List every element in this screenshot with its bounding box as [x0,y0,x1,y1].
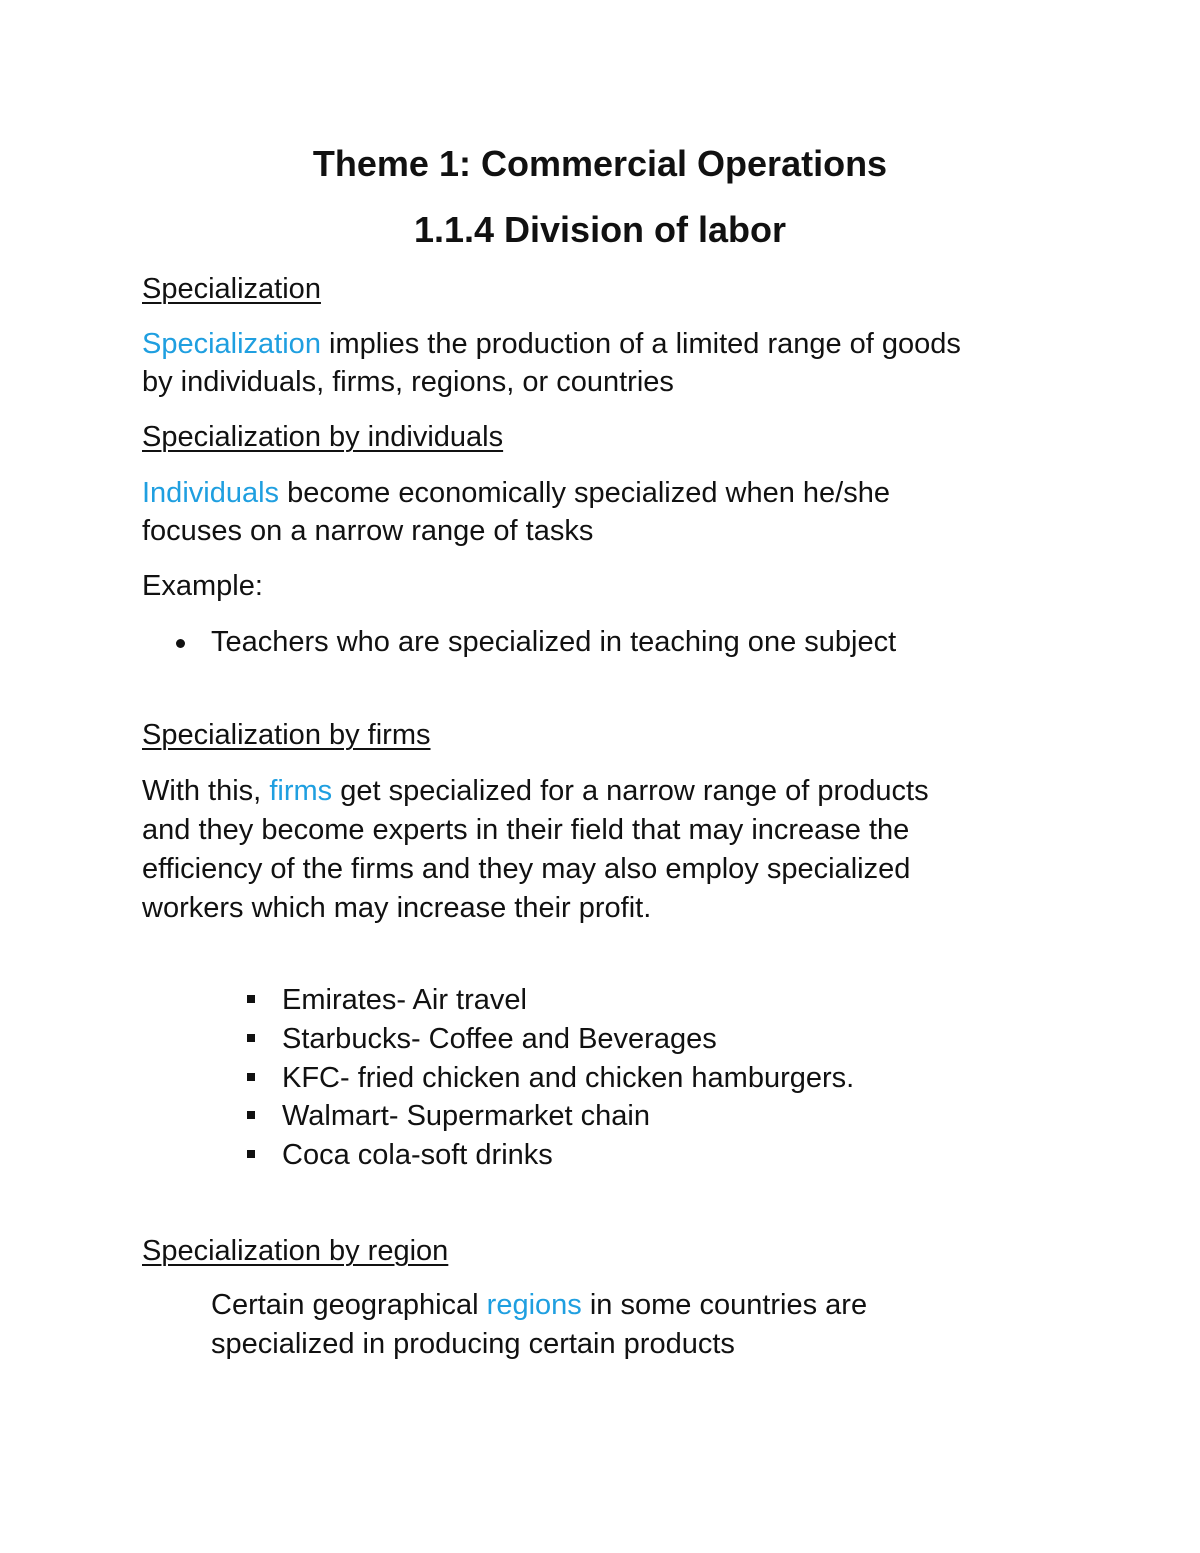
paragraph-line [211,1286,867,1324]
document-subtitle: 1.1.4 Division of labor [413,209,787,250]
list-item: KFC- fried chicken and chicken hamburgers. [282,1062,855,1094]
paragraph-line: efficiency of the firms and they may also employ specialized [142,853,911,885]
section-heading-region: Specialization by region [142,1235,449,1267]
highlight-term: firms [269,775,333,807]
highlight-term: Specialization [142,328,321,360]
bullet-square-icon [247,1034,255,1042]
text-span: Certain geographical [211,1289,487,1321]
bullet-dot-icon [176,639,185,648]
paragraph-line [142,772,929,810]
list-item: Walmart- Supermarket chain [282,1100,650,1132]
example-label: Example: [142,570,263,602]
highlight-term: Individuals [142,477,280,509]
paragraph-line: workers which may increase their profit. [142,892,652,924]
section-heading-firms: Specialization by firms [142,719,431,751]
section-heading-specialization: Specialization [142,273,321,305]
bullet-square-icon [247,1073,255,1081]
paragraph-line: by individuals, firms, regions, or countries [142,366,674,398]
text-span: in some countries are [581,1289,868,1321]
section-heading-individuals: Specialization by individuals [142,421,504,453]
bullet-square-icon [247,1111,255,1119]
list-item: Coca cola-soft drinks [282,1139,553,1171]
bullet-square-icon [247,1150,255,1158]
paragraph-line: focuses on a narrow range of tasks [142,515,594,547]
bullet-square-icon [247,995,255,1003]
text-span: become economically specialized when he/she [279,477,890,509]
list-item: Teachers who are specialized in teaching one subject [211,626,897,658]
paragraph-line: and they become experts in their field that may increase the [142,814,910,846]
paragraph-line: specialized in producing certain products [211,1328,735,1360]
paragraph-line [142,325,961,363]
text-span: get specialized for a narrow range of products [332,775,929,807]
paragraph-line [142,474,890,512]
highlight-term: regions [486,1289,582,1321]
document-title: Theme 1: Commercial Operations [312,143,888,184]
list-item: Emirates- Air travel [282,984,527,1016]
text-span: With this, [142,775,270,807]
text-span: implies the production of a limited range of goods [320,328,961,360]
list-item: Starbucks- Coffee and Beverages [282,1023,717,1055]
